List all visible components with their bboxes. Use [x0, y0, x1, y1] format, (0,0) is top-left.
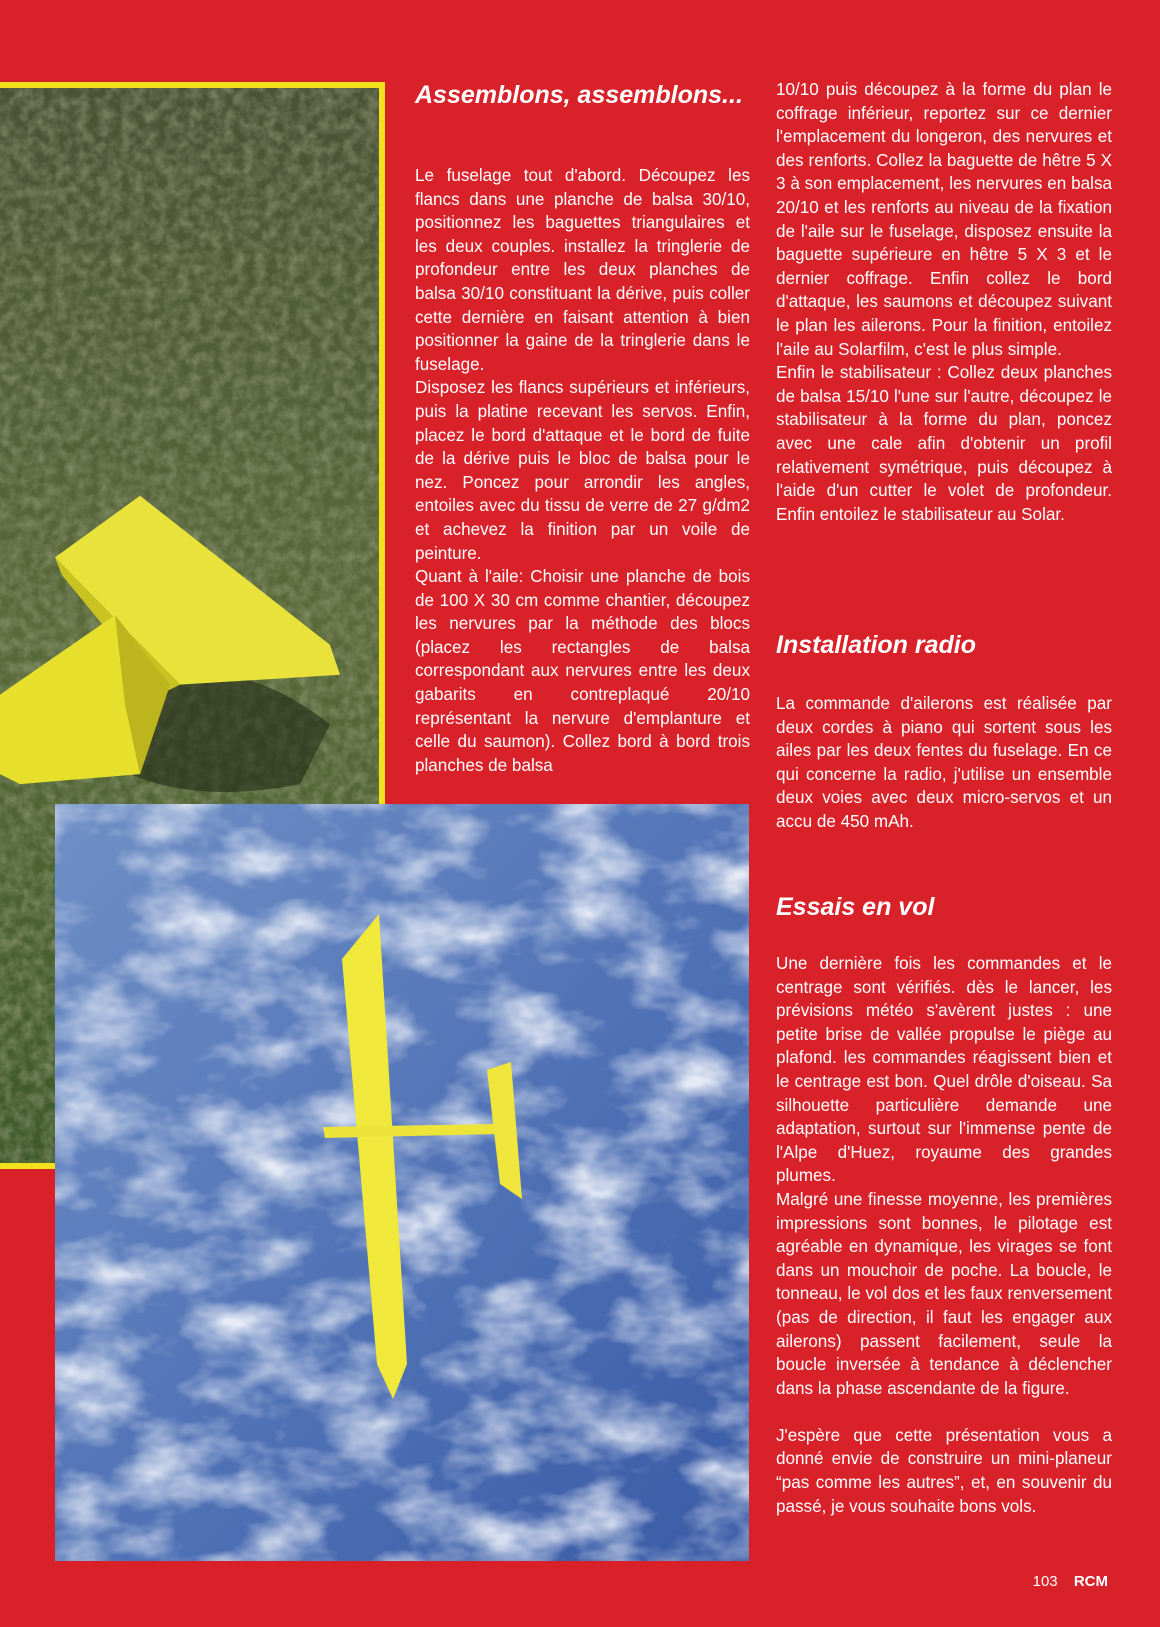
article-column-2: [776, 78, 1112, 526]
paragraph: La commande d'ailerons est réalisée par deux cordes à piano qui sortent sous les ailes par les deux fentes du fuselage. En ce qui concerne la radio, j'utilise un ensemble deux voies avec deux micro-servos et un accu de 450 mAh.: [776, 694, 1112, 831]
paragraph: J'espère que cette présentation vous a donné envie de construire un mini-planeur “pas comme les autres”, et, en souvenir du passé, je vous souhaite bons vols.: [776, 1425, 1112, 1516]
paragraph: Une dernière fois les commandes et le centrage sont vérifiés. dès le lancer, les prévisions météo s'avèrent justes : une petite brise de vallée propulse le piège au plafond. les commandes réagissent bien et le centrage est bon. Quel drôle d'oiseau. Sa silhouette particulière demande une adaptation, surtout sur l'immense pente de l'Alpe d'Huez, royaume des grandes plumes.: [776, 954, 1112, 1186]
article-column-3: [776, 952, 1112, 1518]
glider-in-flight-photo: [55, 804, 749, 1561]
section-heading-essais-en-vol: Essais en vol: [776, 893, 935, 921]
paragraph: Le fuselage tout d'abord. Découpez les flancs dans une planche de balsa 30/10, positionnez les baguettes triangulaires et les deux couples. installez la tringlerie de profondeur entre les deux planches de balsa 30/10 constituant la dérive, puis coller cette dernière en faisant attention à bien positionner la gaine de la tringlerie dans le fuselage.: [415, 166, 750, 374]
magazine-name: RCM: [1073, 1573, 1108, 1590]
section-heading-installation-radio: Installation radio: [776, 631, 977, 659]
section-heading-assemblons: Assemblons, assemblons...: [415, 81, 743, 109]
sky-photo-illustration: [55, 804, 749, 1561]
paragraph: Enfin le stabilisateur : Collez deux planches de balsa 15/10 l'une sur l'autre, découpez le stabilisateur à la forme du plan, poncez avec une cale afin d'obtenir un profil relativement symétrique, puis découpez à l'aide d'un cutter le volet de profondeur. Enfin entoilez le stabilisateur au Solar.: [776, 363, 1112, 524]
page-number: 103: [1032, 1573, 1058, 1590]
paragraph: 10/10 puis découpez à la forme du plan le coffrage inférieur, reportez sur ce dernier l'emplacement du longeron, des nervures et des renforts. Collez la baguette de hêtre 5 X 3 à son emplacement, les nervures en balsa 20/10 et les renforts au niveau de la fixation de l'aile sur le fuselage, disposez ensuite la baguette supérieure en hêtre 5 X 3 et le dernier coffrage. Enfin collez le bord d'attaque, les saumons et découpez suivant le plan les ailerons. Pour la finition, entoilez l'aile au Solarfilm, c'est le plus simple.: [776, 80, 1112, 359]
paragraph: Malgré une finesse moyenne, les premières impressions sont bonnes, le pilotage est agréable en dynamique, les virages se font dans un mouchoir de poche. La boucle, le tonneau, le vol dos et les faux renversement (pas de direction, il faut les engager aux ailerons) passent facilement, seule la boucle inversée à tendance à déclencher dans la phase ascendante de la figure.: [776, 1189, 1112, 1398]
page-footer: [1033, 1573, 1108, 1590]
paragraph: Disposez les flancs supérieurs et inférieurs, puis la platine recevant les servos. Enfin, placez le bord d'attaque et le bord de fuite de la dérive puis le bloc de balsa pour le nez. Poncez pour arrondir les angles, entoiles avec du tissu de verre de 27 g/dm2 et achevez la finition par un voile de peinture.: [415, 378, 750, 563]
article-radio-text: [776, 692, 1112, 834]
article-column-1: [415, 164, 750, 777]
paragraph: Quant à l'aile: Choisir une planche de bois de 100 X 30 cm comme chantier, découpez les nervures par la méthode des blocs (placez les rectangles de balsa correspondant aux nervures entre les deux gabarits en contreplaqué 20/10 représentant la nervure d'emplanture et celle du saumon). Collez bord à bord trois planches de balsa: [415, 567, 750, 775]
